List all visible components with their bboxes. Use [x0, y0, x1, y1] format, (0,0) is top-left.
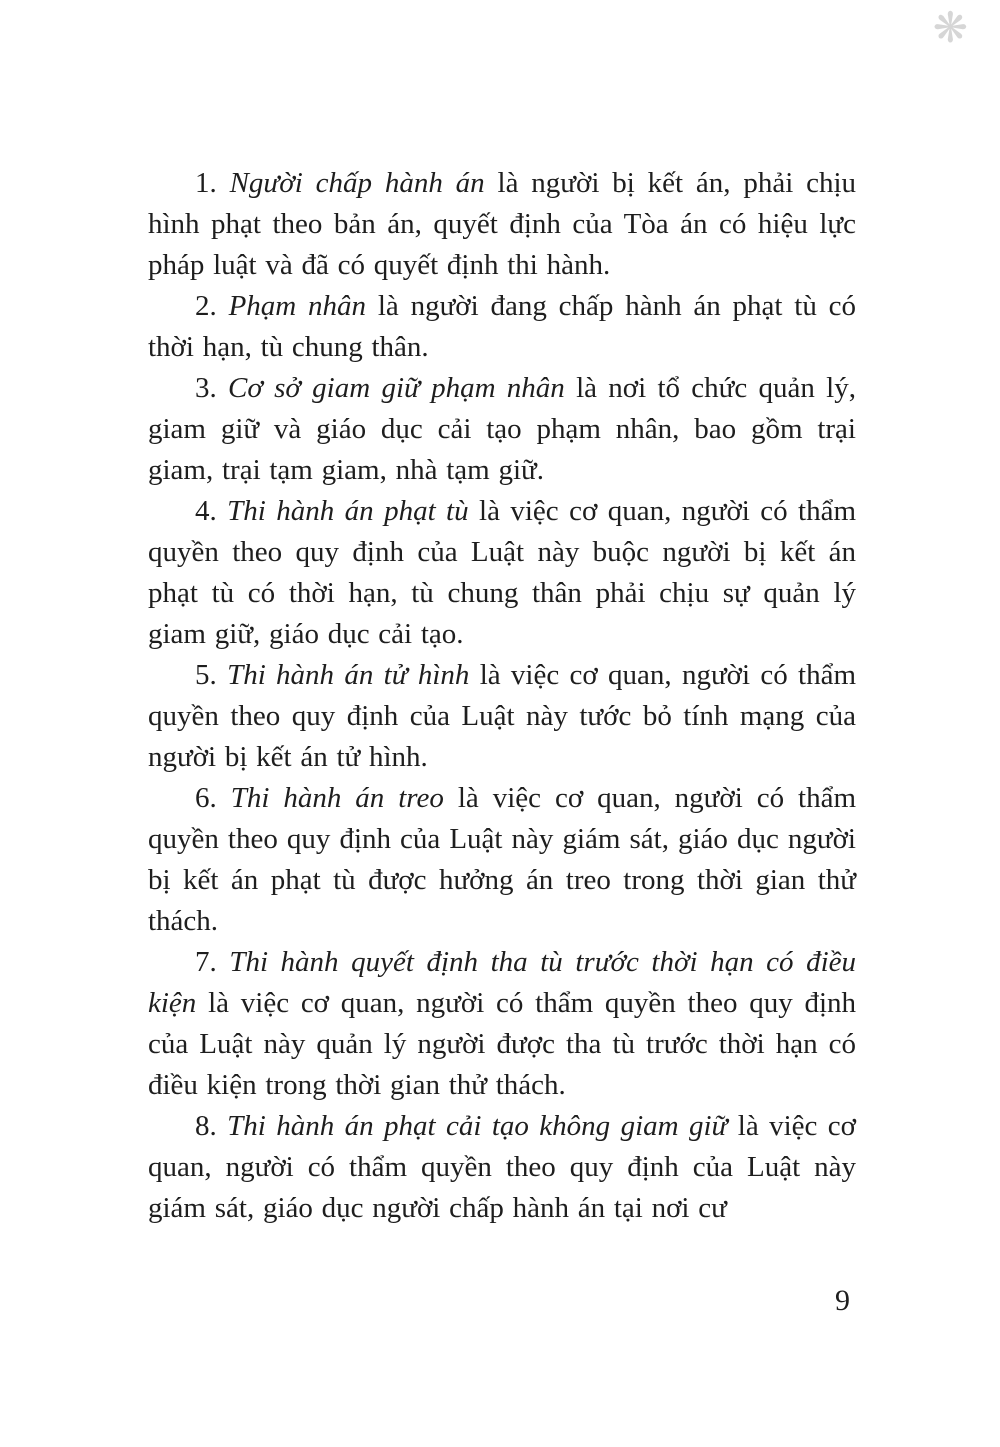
clause-number: 5.	[195, 659, 217, 691]
paragraph-definition-5	[148, 655, 856, 778]
definition-text: là việc cơ quan, người có thẩm quyền theo quy định của Luật này giám sát, giáo dục người chấp hành án tại nơi cư	[148, 1110, 857, 1224]
definition-text: là việc cơ quan, người có thẩm quyền theo quy định của Luật này quản lý người được tha tù trước thời hạn có điều kiện trong thời gian thử thách.	[148, 987, 857, 1101]
page-body	[148, 163, 856, 1229]
definition-text: là việc cơ quan, người có thẩm quyền theo quy định của Luật này buộc người bị kết án phạt tù có thời hạn, tù chung thân phải chịu sự quản lý giam giữ, giáo dục cải tạo.	[148, 495, 857, 650]
defined-term: Thi hành quyết định tha tù trước thời hạn có điều kiện	[148, 946, 856, 1019]
defined-term: Phạm nhân	[228, 290, 367, 322]
clause-number: 1.	[195, 167, 217, 199]
clause-number: 6.	[195, 782, 217, 814]
defined-term: Thi hành án phạt cải tạo không giam giữ	[227, 1110, 728, 1142]
definition-text: là người bị kết án, phải chịu hình phạt theo bản án, quyết định của Tòa án có hiệu lực pháp luật và đã có quyết định thi hành.	[148, 167, 857, 281]
defined-term: Thi hành án phạt tù	[227, 495, 469, 527]
paragraph-definition-2	[148, 286, 856, 368]
paragraph-definition-1	[148, 163, 856, 286]
defined-term: Thi hành án tử hình	[227, 659, 470, 691]
paragraph-definition-3	[148, 368, 856, 491]
defined-term: Thi hành án treo	[230, 782, 444, 814]
flower-ornament-icon: ❋	[932, 6, 968, 52]
clause-number: 8.	[195, 1110, 217, 1142]
page-number: 9	[835, 1284, 850, 1317]
definition-text: là việc cơ quan, người có thẩm quyền theo quy định của Luật này giám sát, giáo dục người bị kết án phạt tù được hưởng án treo trong thời gian thử thách.	[148, 782, 857, 937]
clause-number: 4.	[195, 495, 217, 527]
definition-text: là nơi tổ chức quản lý, giam giữ và giáo dục cải tạo phạm nhân, bao gồm trại giam, trại tạm giam, nhà tạm giữ.	[148, 372, 856, 486]
clause-number: 7.	[195, 946, 217, 978]
clause-number: 2.	[195, 290, 217, 322]
clause-number: 3.	[195, 372, 217, 404]
paragraph-definition-8	[148, 1106, 856, 1229]
paragraph-definition-7	[148, 942, 856, 1106]
definition-text: là người đang chấp hành án phạt tù có thời hạn, tù chung thân.	[148, 290, 857, 363]
definition-text: là việc cơ quan, người có thẩm quyền theo quy định của Luật này tước bỏ tính mạng của người bị kết án tử hình.	[148, 659, 857, 773]
defined-term: Cơ sở giam giữ phạm nhân	[228, 372, 565, 404]
paragraph-definition-4	[148, 491, 856, 655]
defined-term: Người chấp hành án	[229, 167, 485, 199]
paragraph-definition-6	[148, 778, 856, 942]
